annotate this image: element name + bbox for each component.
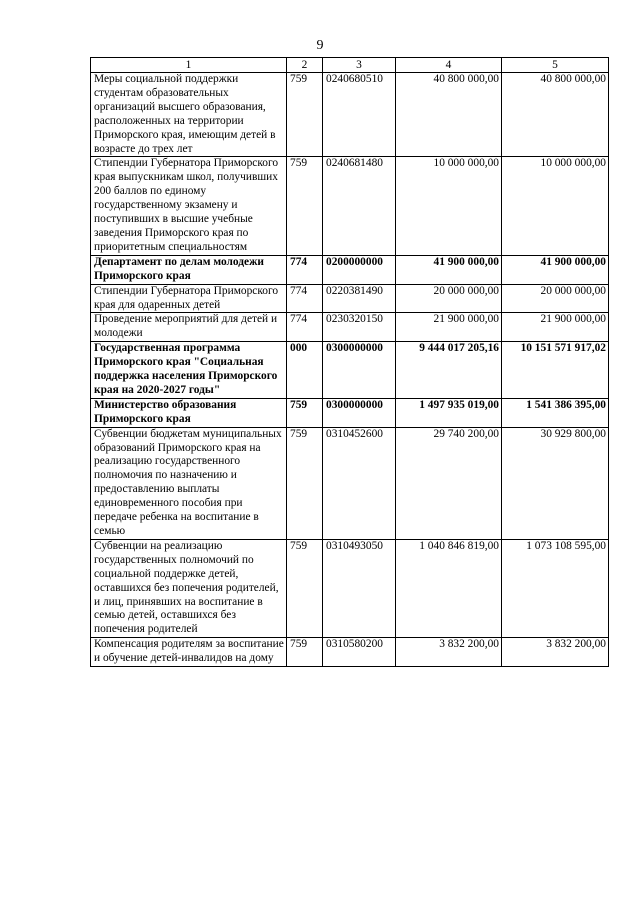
row-amount-cell: 30 929 800,00 xyxy=(502,427,609,539)
column-header: 1 xyxy=(91,58,287,73)
row-code-cell: 759 xyxy=(287,539,323,637)
row-name-cell: Министерство образования Приморского края xyxy=(91,398,287,427)
table-row xyxy=(91,284,609,313)
column-header: 2 xyxy=(287,58,323,73)
row-amount-cell: 3 832 200,00 xyxy=(396,638,502,667)
row-code-cell: 774 xyxy=(287,284,323,313)
row-target-cell: 0220381490 xyxy=(323,284,396,313)
table-row xyxy=(91,398,609,427)
row-code-cell: 774 xyxy=(287,313,323,342)
row-name-cell: Стипендии Губернатора Приморского края выпускникам школ, получивших 200 баллов по единому государственному экзамену и поступивших в высшие учебные заведения Приморского края по приоритетным специальностям xyxy=(91,157,287,255)
row-amount-cell: 21 900 000,00 xyxy=(502,313,609,342)
row-amount-cell: 29 740 200,00 xyxy=(396,427,502,539)
row-name-cell: Субвенции на реализацию государственных полномочий по социальной поддержке детей, оставшихся без попечения родителей, и лиц, принявших на воспитание в семью детей, оставшихся без попечения родителей xyxy=(91,539,287,637)
row-amount-cell: 40 800 000,00 xyxy=(396,73,502,157)
table-row xyxy=(91,255,609,284)
table-row xyxy=(91,313,609,342)
table-row xyxy=(91,342,609,399)
budget-table xyxy=(90,57,609,667)
row-target-cell: 0200000000 xyxy=(323,255,396,284)
row-amount-cell: 10 000 000,00 xyxy=(396,157,502,255)
row-name-cell: Проведение мероприятий для детей и молодежи xyxy=(91,313,287,342)
row-code-cell: 000 xyxy=(287,342,323,399)
row-name-cell: Государственная программа Приморского края "Социальная поддержка населения Приморского края на 2020-2027 годы" xyxy=(91,342,287,399)
row-target-cell: 0240681480 xyxy=(323,157,396,255)
row-name-cell: Департамент по делам молодежи Приморского края xyxy=(91,255,287,284)
column-header: 4 xyxy=(396,58,502,73)
row-amount-cell: 41 900 000,00 xyxy=(502,255,609,284)
row-amount-cell: 41 900 000,00 xyxy=(396,255,502,284)
row-amount-cell: 20 000 000,00 xyxy=(396,284,502,313)
row-code-cell: 759 xyxy=(287,638,323,667)
row-name-cell: Субвенции бюджетам муниципальных образований Приморского края на реализацию государственного полномочия по назначению и предоставлению выплаты единовременного пособия при передаче ребенка на воспитание в семью xyxy=(91,427,287,539)
row-amount-cell: 10 000 000,00 xyxy=(502,157,609,255)
table-row xyxy=(91,539,609,637)
row-target-cell: 0310580200 xyxy=(323,638,396,667)
row-amount-cell: 21 900 000,00 xyxy=(396,313,502,342)
row-amount-cell: 3 832 200,00 xyxy=(502,638,609,667)
page-number: 9 xyxy=(316,38,324,53)
row-target-cell: 0300000000 xyxy=(323,398,396,427)
row-amount-cell: 1 073 108 595,00 xyxy=(502,539,609,637)
row-amount-cell: 10 151 571 917,02 xyxy=(502,342,609,399)
table-header-row xyxy=(91,58,609,73)
row-name-cell: Компенсация родителям за воспитание и обучение детей-инвалидов на дому xyxy=(91,638,287,667)
row-amount-cell: 1 040 846 819,00 xyxy=(396,539,502,637)
row-amount-cell: 20 000 000,00 xyxy=(502,284,609,313)
table-row xyxy=(91,73,609,157)
column-header: 5 xyxy=(502,58,609,73)
row-code-cell: 759 xyxy=(287,398,323,427)
row-amount-cell: 1 541 386 395,00 xyxy=(502,398,609,427)
row-target-cell: 0230320150 xyxy=(323,313,396,342)
row-code-cell: 759 xyxy=(287,157,323,255)
row-amount-cell: 1 497 935 019,00 xyxy=(396,398,502,427)
table-row xyxy=(91,638,609,667)
table-row xyxy=(91,157,609,255)
table-row xyxy=(91,427,609,539)
row-code-cell: 759 xyxy=(287,427,323,539)
row-target-cell: 0240680510 xyxy=(323,73,396,157)
row-amount-cell: 9 444 017 205,16 xyxy=(396,342,502,399)
row-target-cell: 0310493050 xyxy=(323,539,396,637)
row-target-cell: 0310452600 xyxy=(323,427,396,539)
row-name-cell: Меры социальной поддержки студентам образовательных организаций высшего образования, расположенных на территории Приморского края, имеющим детей в возрасте до трех лет xyxy=(91,73,287,157)
column-header: 3 xyxy=(323,58,396,73)
row-name-cell: Стипендии Губернатора Приморского края для одаренных детей xyxy=(91,284,287,313)
row-amount-cell: 40 800 000,00 xyxy=(502,73,609,157)
row-target-cell: 0300000000 xyxy=(323,342,396,399)
row-code-cell: 774 xyxy=(287,255,323,284)
row-code-cell: 759 xyxy=(287,73,323,157)
